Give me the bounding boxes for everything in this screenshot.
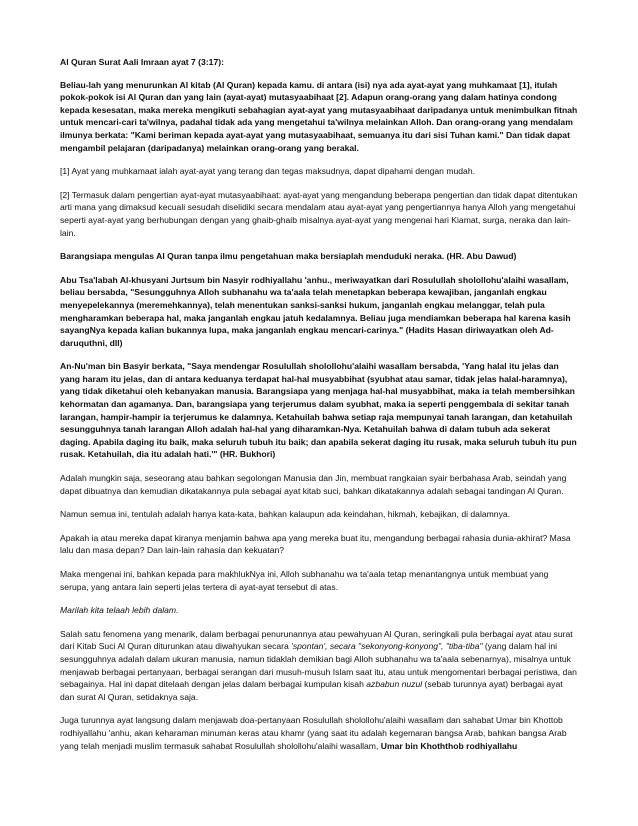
paragraph-2: Namun semua ini, tentulah adalah hanya kata-kata, bahkan kalaupun ada keindahan, hikmah, kebajikan, di dalamnya. [60,509,511,520]
hadith-daruquthni: Abu Tsa'labah Al-khusyani Jurtsum bin Nasyir rodhiyallahu 'anhu., meriwayatkan dari Rosulullah sholollohu'alaihi wasallam, beliau bersabda, "Sesungguhnya Alloh subhanahu wa ta'aala telah menetapkan beberapa kewajiban, janganlah engkau menyepelekannya (meremehkannya), telah menentukan sanksi-sanksi hukum, janganlah engkau melanggar, telah pula mengharamkan beberapa hal, maka janganlah engkau jatuh kedalamnya. Beliau juga mendiamkan beberapa hal karena kasih sayangNya kepada kalian bukannya lupa, maka janganlah engkau mencari-carinya." (Hadits Hasan diriwayatkan oleh Ad-daruquthni, dll) [60,274,571,348]
paragraph-6-text-b: (yang dalam hal ini sesungguhnya adalah dalam ukuran manusia, namun tidaklah demikian bagi Alloh subhanahu wa ta'aala sebenarnya), misalnya untuk menjawab berbagai pertanyaan, berbagai serangan dari musuh-musuh Islam saat itu, atau untuk mengomentari berbagai peristiwa, dan sebagainya. Hal ini dapat ditelaah dengan jelas dalam berbagai kumpulan kisah [60,641,577,690]
verse-heading: Al Quran Surat Aali Imraan ayat 7 (3:17): [60,57,224,67]
footnote-1: [1] Ayat yang muhkamaat ialah ayat-ayat yang terang dan tegas maksudnya, dapat dipahami dengan mudah. [60,166,476,177]
paragraph-6-text-a: Salah satu fenomena yang menarik, dalam berbagai penurunannya atau pewahyuan Al Quran, seringkali pula berbagai ayat atau surat dari Kitab Suci Al Quran diturunkan atau diwahyukan secara [60,628,573,652]
paragraph-6 [60,628,578,704]
paragraph-7-name: Umar bin Khoththob rodhiyallahu [380,740,518,751]
paragraph-6-text-c: (sebab turunnya ayat) berbagai ayat dan surat Al Quran, setidaknya saja. [60,679,563,702]
paragraph-7 [60,714,578,752]
hadith-abu-dawud: Barangsiapa mengulas Al Quran tanpa ilmu pengetahuan maka bersiaplah menduduki neraka. (HR. Abu Dawud) [60,251,517,262]
paragraph-5: Marilah kita telaah lebih dalam. [60,605,179,616]
paragraph-4: Maka mengenai ini, bahkan kepada para makhlukNya ini, Alloh subhanahu wa ta'aala tetap menantangnya untuk membuat yang serupa, yang antara lain seperti jelas tertera di ayat-ayat tersebut di atas. [60,569,549,592]
paragraph-1: Adalah mungkin saja, seseorang atau bahkan segolongan Manusia dan Jin, membuat rangkaian syair berbahasa Arab, seindah yang dapat dibuatnya dan kemudian dikatakannya pula sebagai ayat kitab suci, bahkan dikatakannya adalah sebagai tandingan Al Quran. [60,473,567,496]
hadith-bukhori: An-Nu'man bin Basyir berkata, "Saya mendengar Rosulullah sholollohu'alaihi wasallam bersabda, 'Yang halal itu jelas dan yang haram itu jelas, dan di antara keduanya terdapat hal-hal musyabbihat (syubhat atau samar, tidak jelas halal-haramnya), yang tidak diketahui oleh kebanyakan manusia. Barangsiapa yang menjaga hal-hal musyabbihat, maka ia telah membersihkan kehormatan dan agamanya. Dan, barangsiapa yang terjerumus dalam syubhat, maka ia seperti penggembala di sekitar tanah larangan, hampir-hampir ia terjerumus ke dalamnya. Ketahuilah bahwa setiap raja mempunyai tanah larangan, dan ketahuilah sesungguhnya tanah larangan Alloh adalah hal-hal yang diharamkan-Nya. Ketahuilah bahwa di dalam tubuh ada sekerat daging. Apabila daging itu baik, maka seluruh tubuh itu baik; dan apabila sekerat daging itu rusak, maka seluruh tubuh itu pun rusak. Ketahuilah, dia itu adalah hati.'" (HR. Bukhori) [60,361,577,460]
footnote-2: [2] Termasuk dalam pengertian ayat-ayat mutasyaabihaat: ayat-ayat yang mengandung beberapa pengertian dan tidak dapat ditentukan arti mana yang dimaksud kecuali sesudah diselidiki secara mendalam atau ayat-ayat yang pengertiannya hanya Alloh yang mengetahui seperti ayat-ayat yang berhubungan dengan yang ghaib-ghaib misalnya ayat-ayat yang mengenai hari Kiamat, surga, neraka dan lain-lain. [60,189,578,238]
paragraph-6-term: azbabun nuzul [366,679,423,690]
paragraph-7-text: Juga turunnya ayat langsung dalam menjawab doa-pertanyaan Rosulullah sholollohu'alaihi wasallam dan sahabat Umar bin Khottob rodhiyallahu 'anhu, akan keharaman minuman keras atau khamr (yang saat itu adalah kegemaran bangsa Arab, bahkan bangsa Arab yang telah menjadi muslim termasuk sahabat Rosulullah sholollohu'alaihi wasallam, [60,715,567,751]
paragraph-3: Apakah ia atau mereka dapat kiranya menjamin bahwa apa yang mereka buat itu, mengandung berbagai rahasia dunia-akhirat? Masa lalu dan masa depan? Dan lain-lain rahasia dan kekuatan? [60,532,571,556]
paragraph-6-quote: 'spontan', secara "sekonyong-konyong", "tiba-tiba" [291,641,483,652]
verse-translation: Beliau-lah yang menurunkan Al kitab (Al Quran) kepada kamu. di antara (isi) nya ada ayat-ayat yang muhkamaat [1], itulah pokok-pokok isi Al Quran dan yang lain (ayat-ayat) mutasyaabihaat [2]. Adapun orang-orang yang dalam hatinya condong kepada kesesatan, maka mereka mengikuti sebahagian ayat-ayat yang mutasyaabihaat daripadanya untuk menimbulkan fitnah untuk mencari-cari ta'wilnya, padahal tidak ada yang mengetahui ta'wilnya melainkan Alloh. Dan orang-orang yang mendalam ilmunya berkata: "Kami beriman kepada ayat-ayat yang mutasyaabihaat, semuanya itu dari sisi Tuhan kami." Dan tidak dapat mengambil pelajaran (daripadanya) melainkan orang-orang yang berakal. [60,79,578,153]
